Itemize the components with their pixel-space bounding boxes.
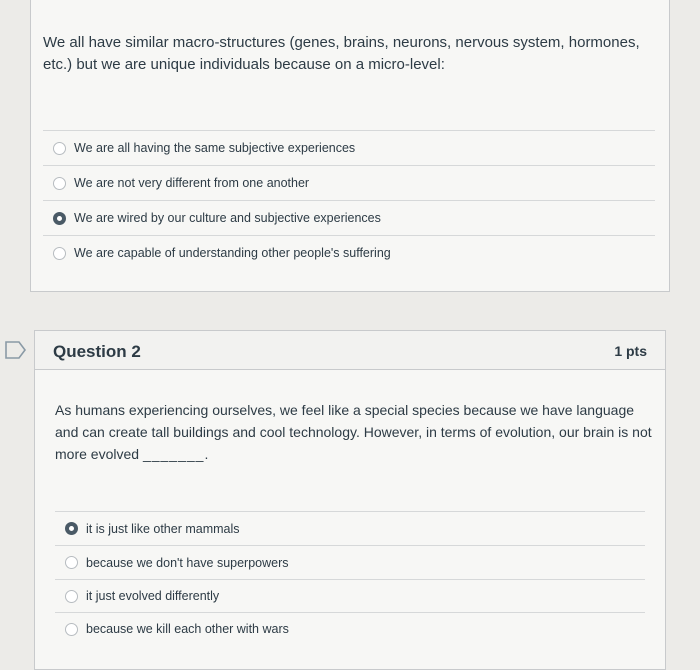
answer-label: We are not very different from one another (74, 176, 310, 190)
answer-option[interactable] (43, 235, 655, 270)
question-2-card (34, 330, 666, 670)
answer-label: because we kill each other with wars (86, 622, 289, 636)
radio-button-selected[interactable] (65, 522, 78, 535)
answer-option[interactable] (55, 545, 645, 579)
fill-blank: _______. (142, 446, 210, 462)
radio-button[interactable] (65, 590, 78, 603)
question-points: 1 pts (614, 343, 647, 359)
answer-option[interactable] (55, 612, 645, 645)
answer-label: because we don't have superpowers (86, 555, 289, 570)
bookmark-flag-icon[interactable] (5, 341, 27, 359)
question-2-header (35, 331, 665, 370)
answer-label: it is just like other mammals (86, 521, 240, 536)
question-1-text: We all have similar macro-structures (genes, brains, neurons, nervous system, hormones, etc.) but we are unique individuals because on a micro-level: (43, 34, 640, 73)
radio-button[interactable] (53, 142, 66, 155)
answer-option[interactable] (43, 130, 655, 165)
radio-button[interactable] (53, 247, 66, 260)
answer-label: We are all having the same subjective experiences (74, 141, 356, 155)
radio-button-selected[interactable] (53, 212, 66, 225)
question-2-text (55, 399, 655, 465)
radio-button[interactable] (65, 556, 78, 569)
question-1-answers (43, 130, 655, 270)
question-title: Question 2 (53, 342, 141, 361)
answer-label: We are wired by our culture and subjective experiences (74, 211, 381, 225)
radio-button[interactable] (65, 623, 78, 636)
question-1-card (30, 0, 670, 292)
answer-label: We are capable of understanding other people's suffering (74, 246, 391, 260)
answer-option[interactable] (43, 165, 655, 200)
question-2-body: As humans experiencing ourselves, we feel like a special species because we have language and can create tall buildings and cool technology. However, in terms of evolution, our brain is not more evolved (55, 402, 652, 462)
radio-button[interactable] (53, 177, 66, 190)
answer-option[interactable] (55, 511, 645, 545)
answer-label: it just evolved differently (86, 589, 220, 603)
question-2-answers (55, 511, 645, 645)
answer-option[interactable] (43, 200, 655, 235)
answer-option[interactable] (55, 579, 645, 612)
